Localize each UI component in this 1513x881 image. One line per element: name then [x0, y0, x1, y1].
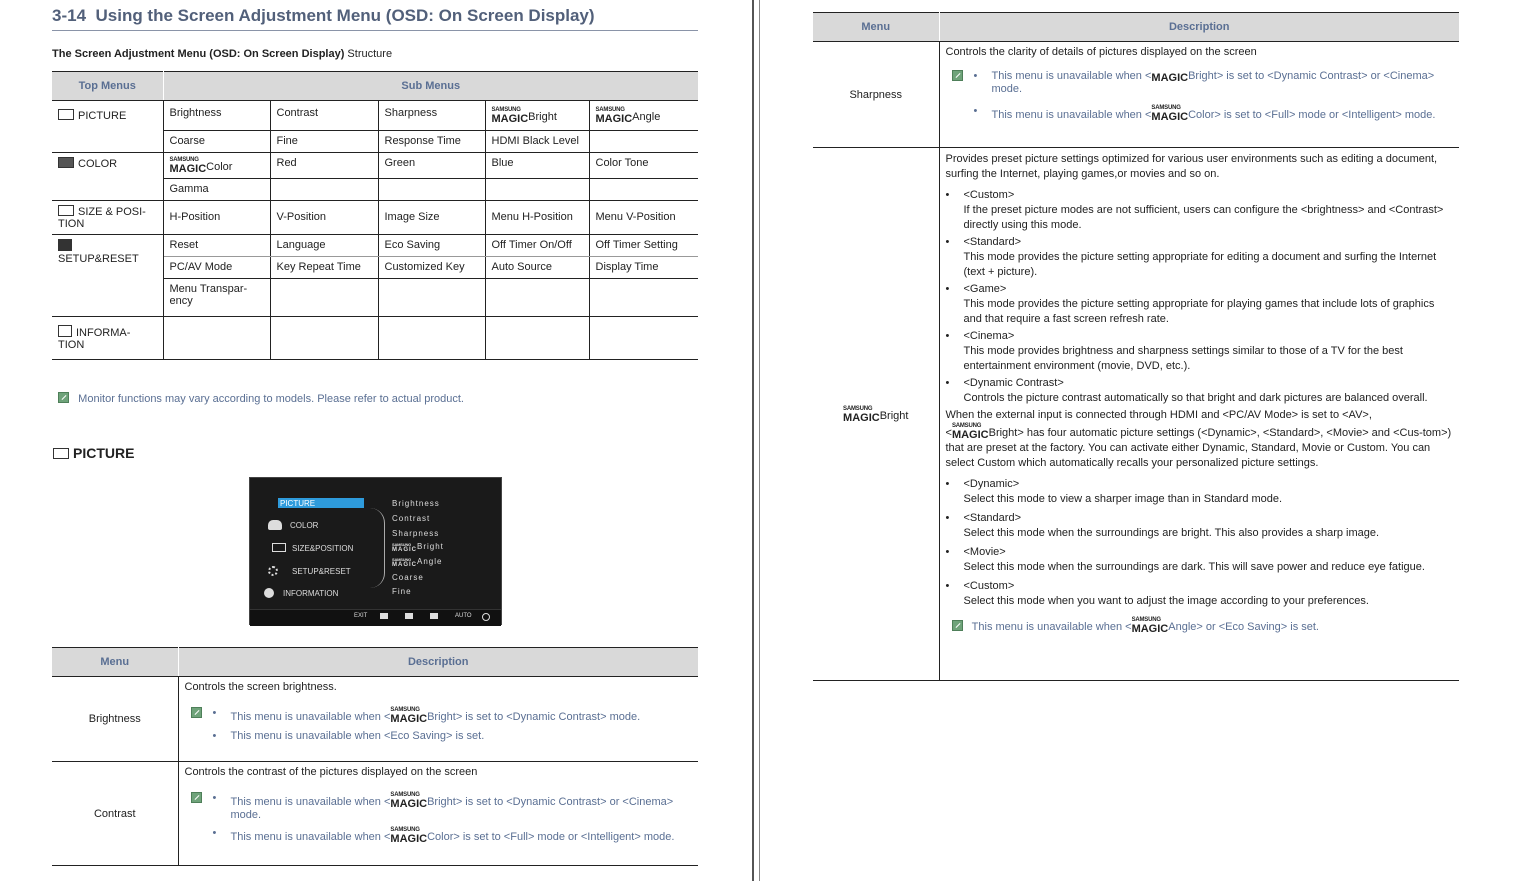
- info-icon: [264, 588, 274, 598]
- osd-menu-info: INFORMATION: [283, 589, 339, 598]
- power-icon: [482, 613, 490, 621]
- sub-reset: Reset: [163, 235, 270, 257]
- size-position-icon: [58, 205, 74, 216]
- sub-color-tone: Color Tone: [589, 153, 698, 179]
- samsung-magic-logo: SAMSUNG MAGIC: [1131, 617, 1169, 635]
- osd-sub-coarse: Coarse: [392, 573, 424, 582]
- gear-icon: [58, 239, 72, 251]
- mode-item: • <Standard> This mode provides the picture setting appropriate for editing a document and surfing the Internet (text + picture).: [946, 235, 1454, 280]
- note-icon: [952, 70, 963, 81]
- menu-brightness: Brightness: [52, 677, 178, 762]
- sub-h-position: H-Position: [163, 201, 270, 235]
- top-menu-information: INFORMA-TION: [52, 317, 163, 360]
- note: • This menu is unavailable when < SAMSUNG MAGIC Color> is set to <Full> mode or <Intelligent> mode.: [212, 827, 675, 845]
- sub-red: Red: [270, 153, 378, 179]
- sub-auto-source: Auto Source: [485, 257, 589, 279]
- sub-language: Language: [270, 235, 378, 257]
- section-number: 3-14: [52, 6, 87, 25]
- mode-item: • <Custom> If the preset picture modes are not sufficient, users can configure the <brightness> and <Contrast> directly using this mode.: [946, 188, 1454, 233]
- sub-pc-av-mode: PC/AV Mode: [163, 257, 270, 279]
- note-icon: [952, 620, 963, 631]
- samsung-magic-logo: SAMSUNG MAGIC: [843, 405, 880, 424]
- samsung-magic-logo: SAMSUNG MAGIC: [390, 707, 428, 725]
- osd-down-icon: [380, 613, 388, 619]
- sub-sharpness: Sharpness: [378, 101, 485, 131]
- desc-contrast: Controls the contrast of the pictures displayed on the screen • This menu is unavailable when < SAMSUNG MAGIC Bright> is set to <Dynamic Contrast> or <Cinema> mode. • This menu is unavailable when < SAMSUNG MAGIC Color> is set to <Full> mode or <Intelligent> mode.: [178, 762, 698, 866]
- sub-magic-bright: SAMSUNG MAGIC Bright: [485, 101, 589, 131]
- hdmi-paragraph: When the external input is connected through HDMI and <PC/AV Mode> is set to <AV>, < SAMSUNG MAGIC Bright> has four automatic picture settings (<Dynamic>, <Standard>, <Movie> and <Cus-tom>) that are preset at the factory. You can activate either Dynamic, Standard, Movie or Custom. You can select Custom which automatically recalls your personalized picture settings.: [945, 409, 1452, 469]
- mode-item: • <Dynamic Contrast> Controls the picture contrast automatically so that bright and dark pictures are balanced overall.: [946, 376, 1454, 406]
- sub-green: Green: [378, 153, 485, 179]
- note: • This menu is unavailable when < MAGIC Bright> is set to <Dynamic Contrast> or <Cinema> mode.: [946, 70, 1454, 95]
- sub-hdmi-black-level: HDMI Black Level: [485, 131, 589, 153]
- samsung-magic-logo: SAMSUNG MAGIC: [392, 557, 417, 568]
- sub-brightness: Brightness: [163, 101, 270, 131]
- menu-magic-bright: SAMSUNG MAGIC Bright: [813, 148, 939, 681]
- note-icon: [191, 792, 202, 803]
- sub-coarse: Coarse: [163, 131, 270, 153]
- osd-sub-sharpness: Sharpness: [392, 529, 440, 538]
- top-menu-setup-reset: SETUP&RESET: [52, 235, 163, 317]
- samsung-magic-logo: SAMSUNG MAGIC: [169, 157, 207, 175]
- osd-sub-brightness: Brightness: [392, 499, 440, 508]
- osd-sub-magic-bright: SAMSUNG MAGIC Bright: [392, 542, 444, 553]
- osd-menu-size: SIZE&POSITION: [292, 544, 354, 553]
- info-icon: [58, 325, 72, 337]
- sub-response-time: Response Time: [378, 131, 485, 153]
- sharpness-bright-table: [813, 12, 1459, 681]
- sub-eco-saving: Eco Saving: [378, 235, 485, 257]
- sub-off-timer-setting: Off Timer Setting: [589, 235, 698, 257]
- osd-menu-setup: SETUP&RESET: [292, 567, 351, 576]
- osd-enter-icon: [430, 613, 438, 619]
- mode-item: • <Game> This mode provides the picture setting appropriate for playing games that include lots of graphics and that require a fast screen refresh rate.: [946, 282, 1454, 327]
- sub-display-time: Display Time: [589, 257, 698, 279]
- color-icon: [58, 157, 74, 168]
- sub-image-size: Image Size: [378, 201, 485, 235]
- sub-blue: Blue: [485, 153, 589, 179]
- top-menus-header: Top Menus: [52, 72, 163, 101]
- sub-key-repeat-time: Key Repeat Time: [270, 257, 378, 279]
- osd-sub-magic-angle: SAMSUNG MAGIC Angle: [392, 557, 443, 568]
- osd-structure-table: [52, 71, 698, 360]
- note-icon: [191, 707, 202, 718]
- sub-menus-header: Sub Menus: [163, 72, 698, 101]
- monitor-note: Monitor functions may vary according to models. Please refer to actual product.: [58, 392, 464, 405]
- mode-item: • <Custom> Select this mode when you want to adjust the image according to your preferences.: [946, 579, 1454, 609]
- sub-off-timer-onoff: Off Timer On/Off: [485, 235, 589, 257]
- picture-description-table: [52, 647, 698, 866]
- picture-heading: PICTURE: [53, 445, 134, 461]
- top-menu-color: COLOR: [52, 153, 163, 201]
- right-page: [760, 0, 1513, 881]
- page-divider: [752, 0, 760, 881]
- desc-magic-bright: Provides preset picture settings optimized for various user environments such as editing a document, surfing the Internet, playing games,or movies and so on. • <Custom> If the preset picture modes are not sufficient, users can configure the <brightness> and <Contrast> directly using this mode. • <Standard> This mode provides the picture setting appropriate for editing a document and surfing the Internet (text + picture). • <Game> This mode provides the picture setting appropriate for playing games that include lots of graphics and that require a fast screen refresh rate. • <Cinema> This mode provides brightness and sharpness settings similar to those of a TV for the best entertainment environment (movie, DVD, etc.). • <Dynamic Contrast> Controls the picture contrast automatically so that bright and dark pictures are balanced overall. When the external input is connected through HDMI and <PC/AV Mode> is set to <AV>, < SAMSUNG MAGIC Bright> has four automatic picture settings (<Dynamic>, <Standard>, <Movie> and <Cus-tom>) that are preset at the factory. You can activate either Dynamic, Standard, Movie or Custom. You can select Custom which automatically recalls your personalized picture settings. • <Dynamic> Select this mode to view a sharper image than in Standard mode. • <Standard> Select this mode when the surroundings are bright. This also provides a sharp image. • <Movie> Select this mode when the surroundings are dark. This will save power and reduce eye fatigue. • <Custom> Select this mode when you want to adjust the image according to your preferences. This menu is unavailable when < SAMSUNG MAGIC Angle> or <Eco Saving> is set.: [939, 148, 1459, 681]
- sub-gamma: Gamma: [163, 179, 270, 201]
- sub-menu-v-position: Menu V-Position: [589, 201, 698, 235]
- sub-customized-key: Customized Key: [378, 257, 485, 279]
- osd-up-icon: [405, 613, 413, 619]
- sub-magic-color: SAMSUNG MAGIC Color: [163, 153, 270, 179]
- osd-exit-label: EXIT: [354, 613, 368, 619]
- samsung-magic-logo: SAMSUNG MAGIC: [390, 792, 428, 810]
- picture-icon: [58, 109, 74, 120]
- note-icon: [58, 392, 69, 403]
- desc-sharpness: Controls the clarity of details of pictures displayed on the screen • This menu is unavailable when < MAGIC Bright> is set to <Dynamic Contrast> or <Cinema> mode. • This menu is unavailable when < SAMSUNG MAGIC Color> is set to <Full> mode or <Intelligent> mode.: [939, 42, 1459, 148]
- samsung-magic-logo: MAGIC: [1151, 72, 1189, 84]
- top-menu-picture: PICTURE: [52, 101, 163, 153]
- osd-sub-contrast: Contrast: [392, 514, 431, 523]
- note: • This menu is unavailable when < SAMSUNG MAGIC Bright> is set to <Dynamic Contrast> or <Cinema> mode.: [185, 792, 693, 821]
- menu-sharpness: Sharpness: [813, 42, 939, 148]
- structure-title: The Screen Adjustment Menu (OSD: On Screen Display) Structure: [52, 48, 393, 60]
- sub-empty: [589, 131, 698, 153]
- osd-auto-label: AUTO: [455, 613, 472, 619]
- samsung-magic-logo: SAMSUNG MAGIC: [951, 423, 989, 441]
- preset-mode-list: [946, 188, 1454, 406]
- sub-v-position: V-Position: [270, 201, 378, 235]
- note: • This menu is unavailable when < SAMSUNG MAGIC Color> is set to <Full> mode or <Intelligent> mode.: [973, 105, 1436, 123]
- samsung-magic-logo: SAMSUNG MAGIC: [1151, 105, 1189, 123]
- left-page: [0, 0, 752, 881]
- osd-button-bar: [250, 609, 501, 626]
- menu-header: Menu: [813, 13, 939, 42]
- mode-item: • <Dynamic> Select this mode to view a sharper image than in Standard mode.: [946, 477, 1454, 507]
- note: • This menu is unavailable when <Eco Saving> is set.: [212, 730, 485, 742]
- samsung-magic-logo: SAMSUNG MAGIC: [390, 827, 428, 845]
- samsung-magic-logo: SAMSUNG MAGIC: [595, 107, 633, 125]
- section-title: Using the Screen Adjustment Menu (OSD: On Screen Display): [95, 6, 595, 25]
- picture-icon: [53, 448, 69, 459]
- section-rule: [52, 30, 698, 31]
- mode-item: • <Cinema> This mode provides brightness and sharpness settings similar to those of a TV for the best entertainment environment (movie, DVD, etc.).: [946, 329, 1454, 374]
- sub-magic-angle: SAMSUNG MAGIC Angle: [589, 101, 698, 131]
- description-header: Description: [178, 648, 698, 677]
- note: • This menu is unavailable when < SAMSUNG MAGIC Bright> is set to <Dynamic Contrast> mode.: [185, 707, 693, 724]
- sub-menu-h-position: Menu H-Position: [485, 201, 589, 235]
- desc-brightness: Controls the screen brightness. • This menu is unavailable when < SAMSUNG MAGIC Bright> is set to <Dynamic Contrast> mode. • This menu is unavailable when <Eco Saving> is set.: [178, 677, 698, 762]
- osd-menu-color: COLOR: [290, 521, 319, 530]
- sub-fine: Fine: [270, 131, 378, 153]
- description-header: Description: [939, 13, 1459, 42]
- menu-header: Menu: [52, 648, 178, 677]
- samsung-magic-logo: SAMSUNG MAGIC: [491, 107, 529, 125]
- note: This menu is unavailable when < SAMSUNG MAGIC Angle> or <Eco Saving> is set.: [946, 617, 1454, 635]
- osd-screenshot: [249, 477, 502, 625]
- sub-menu-transparency: Menu Transpar-ency: [163, 279, 270, 317]
- osd-menu-picture: PICTURE: [280, 499, 316, 508]
- osd-arc: [370, 508, 385, 588]
- sub-contrast: Contrast: [270, 101, 378, 131]
- gear-icon: [268, 566, 278, 576]
- mode-item: • <Standard> Select this mode when the surroundings are bright. This also provides a sharp image.: [946, 511, 1454, 541]
- samsung-magic-logo: SAMSUNG MAGIC: [392, 542, 417, 553]
- menu-contrast: Contrast: [52, 762, 178, 866]
- mode-item: • <Movie> Select this mode when the surroundings are dark. This will save power and reduce eye fatigue.: [946, 545, 1454, 575]
- osd-sub-fine: Fine: [392, 587, 412, 596]
- top-menu-size-position: SIZE & POSI-TION: [52, 201, 163, 235]
- section-heading: [52, 6, 595, 26]
- av-mode-list: [946, 477, 1454, 609]
- size-icon: [272, 543, 286, 552]
- color-icon: [268, 520, 282, 530]
